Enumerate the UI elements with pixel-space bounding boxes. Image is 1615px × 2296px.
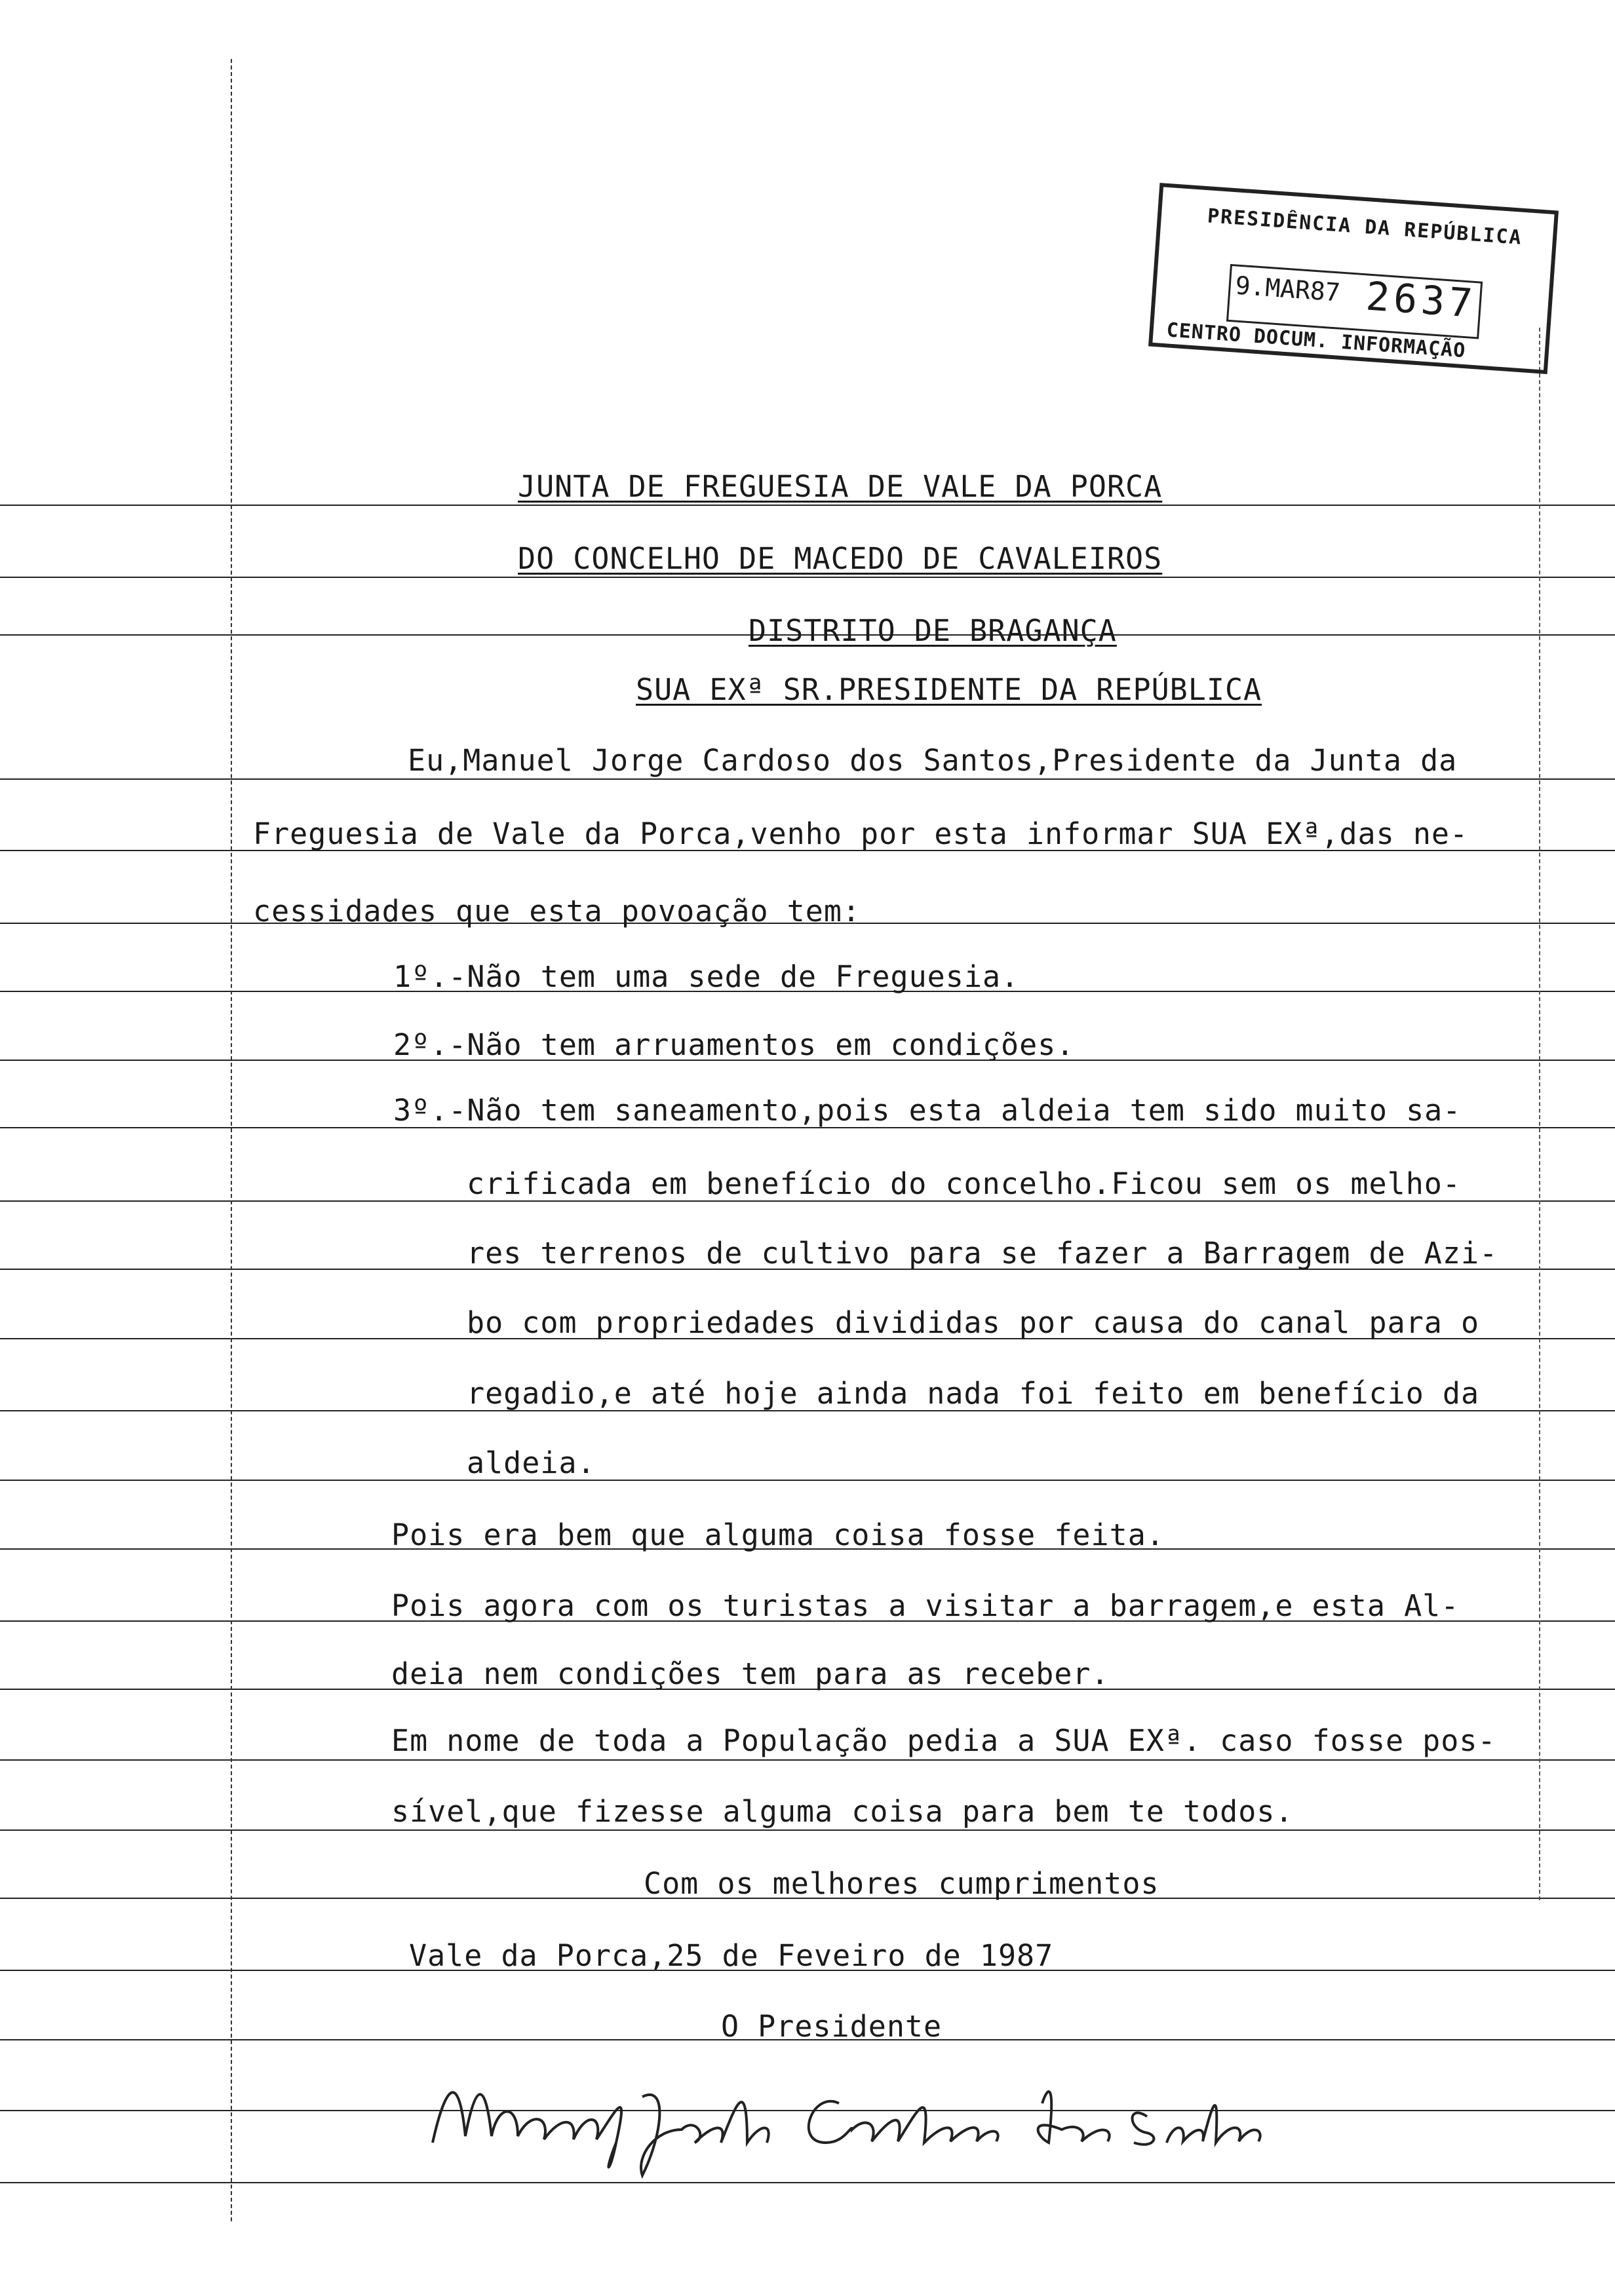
header-line-1: JUNTA DE FREGUESIA DE VALE DA PORCA (518, 469, 1163, 504)
header-line-3: DISTRITO DE BRAGANÇA (749, 613, 1117, 648)
signer-role: O Presidente (721, 2009, 943, 2044)
stamp-title: PRESIDÊNCIA DA REPÚBLICA (1206, 204, 1523, 250)
stamp-date: 9.MAR87 (1234, 271, 1342, 307)
received-stamp (1148, 183, 1559, 374)
left-margin-line (231, 59, 232, 2221)
greeting: Com os melhores cumprimentos (644, 1866, 1159, 1901)
right-margin-line (1539, 328, 1540, 1900)
ruled-line (0, 1829, 1615, 1831)
stamp-footer: CENTRO DOCUM. INFORMAÇÃO (1165, 318, 1467, 363)
body-line: aldeia. (467, 1445, 596, 1480)
body-line: Eu,Manuel Jorge Cardoso dos Santos,Presidente da Junta da (408, 743, 1458, 778)
body-line: bo com propriedades divididas por causa do canal para o (467, 1305, 1480, 1340)
ruled-line (0, 505, 1615, 506)
body-line: Pois era bem que alguma coisa fosse feita. (391, 1518, 1165, 1552)
ruled-line (0, 1759, 1615, 1761)
place-date: Vale da Porca,25 de Feveiro de 1987 (409, 1938, 1054, 1973)
body-line: cessidades que esta povoação tem: (253, 894, 861, 928)
body-line: sível,que fizesse alguma coisa para bem te todos. (391, 1794, 1294, 1829)
ruled-line (0, 577, 1615, 578)
list-item: 3º.-Não tem saneamento,pois esta aldeia tem sido muito sa- (393, 1093, 1462, 1128)
ruled-line (0, 2182, 1615, 2183)
body-line: deia nem condições tem para as receber. (391, 1656, 1110, 1691)
ruled-line (0, 1480, 1615, 1481)
header-line-2: DO CONCELHO DE MACEDO DE CAVALEIROS (518, 541, 1163, 576)
body-line: regadio,e até hoje ainda nada foi feito em benefício da (467, 1376, 1480, 1411)
body-line: Em nome de toda a População pedia a SUA EXª. caso fosse pos- (391, 1723, 1496, 1758)
list-item: 2º.-Não tem arruamentos em condições. (393, 1027, 1075, 1062)
handwritten-signature (419, 2044, 1272, 2182)
stamp-number: 2637 (1364, 273, 1478, 328)
list-item: 1º.-Não tem uma sede de Freguesia. (393, 959, 1020, 994)
body-line: crificada em benefício do concelho.Ficou sem os melho- (467, 1166, 1461, 1201)
body-line: res terrenos de cultivo para se fazer a Barragem de Azi- (467, 1236, 1498, 1271)
body-line: Pois agora com os turistas a visitar a barragem,e esta Al- (391, 1588, 1460, 1623)
body-line: Freguesia de Vale da Porca,venho por esta informar SUA EXª,das ne- (253, 816, 1469, 851)
ruled-line (0, 778, 1615, 780)
addressee: SUA EXª SR.PRESIDENTE DA REPÚBLICA (636, 672, 1262, 707)
